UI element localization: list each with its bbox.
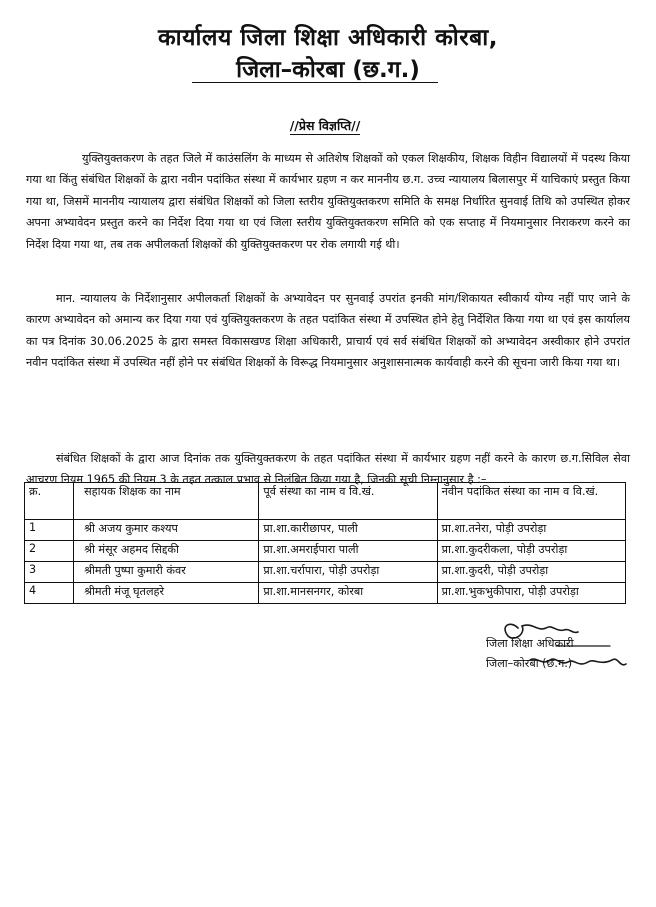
- table-row: [25, 583, 626, 604]
- cell-previous-school: प्रा.शा.कारीछापर, पाली: [259, 520, 437, 541]
- cell-previous-school: प्रा.शा.मानसनगर, कोरबा: [259, 583, 437, 604]
- header-teacher-name: सहायक शिक्षक का नाम: [74, 483, 259, 520]
- table-row: [25, 520, 626, 541]
- cell-serial: 1: [25, 520, 74, 541]
- table-header-row: [25, 483, 626, 520]
- paragraph-background: युक्तियुक्तकरण के तहत जिले में काउंसलिंग के माध्यम से अतिशेष शिक्षकों को एकल शिक्षकीय, शिक्षक विहीन विद्यालयों में पदस्थ किया गया था किंतु संबंधित शिक्षकों के द्वारा नवीन पदांकित संस्था में कार्यभार ग्रहण न कर माननीय छ.ग. उच्च न्यायालय बिलासपुर में याचिकाएं प्रस्तुत किया गया था, जिसमें माननीय न्यायालय द्वारा संबंधित शिक्षकों को जिला स्तरीय युक्तियुक्तकरण समिति के समक्ष निर्धारित सुनवाई तिथि को उपस्थित होकर अपना अभ्यावेदन प्रस्तुत करने का निर्देश दिया गया था एवं जिला स्तरीय युक्तियुक्तकरण समिति को एक सप्ताह में नियमानुसार निराकरण करने का निर्देश दिया गया था, तब तक अपीलकर्ता शिक्षकों की युक्तियुक्तकरण पर रोक लगायी गई थी।: [26, 152, 630, 251]
- cell-teacher-name: श्रीमती मंजू घृतलहरे: [74, 583, 259, 604]
- cell-serial: 3: [25, 562, 74, 583]
- header-serial: क्र.: [25, 483, 74, 520]
- signatory-place: जिला–कोरबा (छ.ग.): [486, 657, 573, 670]
- header-new-school: नवीन पदांकित संस्था का नाम व वि.खं.: [437, 483, 625, 520]
- press-release-heading: [0, 117, 650, 134]
- signature-block: [460, 616, 640, 686]
- cell-new-school: प्रा.शा.कुदरीकला, पोड़ी उपरोड़ा: [437, 541, 625, 562]
- header-previous-school: पूर्व संस्था का नाम व वि.खं.: [259, 483, 437, 520]
- signatory-designation: जिला शिक्षा अधिकारी: [486, 637, 574, 650]
- cell-new-school: प्रा.शा.भुकभुकीपारा, पोड़ी उपरोड़ा: [437, 583, 625, 604]
- handwritten-signature: [460, 616, 640, 686]
- cell-serial: 2: [25, 541, 74, 562]
- suspended-teachers-table: [24, 482, 626, 604]
- table-row: [25, 562, 626, 583]
- district-line: जिला–कोरबा (छ.ग.): [236, 57, 420, 83]
- paragraph-court-direction: मान. न्यायालय के निर्देशानुसार अपीलकर्ता शिक्षकों के अभ्यावेदन पर सुनवाई उपरांत इनकी मांग/शिकायत स्वीकार्य योग्य नहीं पाए जाने के कारण अभ्यावेदन को अमान्य कर दिया गया एवं युक्तियुक्तकरण के तहत पदांकित संस्था में उपस्थित होने हेतु निर्देशित किया गया था एवं इस कार्यालय का पत्र दिनांक 30.06.2025 के द्वारा समस्त विकासखण्ड शिक्षा अधिकारी, प्राचार्य एवं सर्व संबंधित शिक्षकों को अभ्यावेदन अस्वीकार होने उपरांत नवीन पदांकित संस्था में उपस्थित नहीं होने पर संबंधित शिक्षकों के विरूद्ध नियमानुसार अनुशासनात्मक कार्यवाही करने की सूचना जारी किया गया था।: [26, 292, 630, 370]
- cell-serial: 4: [25, 583, 74, 604]
- header-underline: [192, 82, 438, 83]
- paragraph-suspension: संबंधित शिक्षकों के द्वारा आज दिनांक तक युक्तियुक्तकरण के तहत पदांकित संस्था में कार्यभार ग्रहण नहीं करने के कारण छ.ग.सिविल सेवा आचरण नियम 1965 की नियम 3 के तहत तत्काल प्रभाव से निलंबित किया गया है, जिनकी सूची निम्नानुसार है :–: [26, 452, 630, 487]
- cell-new-school: प्रा.शा.कुदरी, पोड़ी उपरोड़ा: [437, 562, 625, 583]
- office-title: कार्यालय जिला शिक्षा अधिकारी कोरबा,: [157, 25, 498, 51]
- press-release-heading-text: //प्रेस विज्ञप्ति//: [289, 118, 361, 133]
- cell-teacher-name: श्रीमती पुष्पा कुमारी कंवर: [74, 562, 259, 583]
- cell-teacher-name: श्री मंसूर अहमद सिद्दकी: [74, 541, 259, 562]
- cell-teacher-name: श्री अजय कुमार कश्यप: [74, 520, 259, 541]
- cell-previous-school: प्रा.शा.अमराईपारा पाली: [259, 541, 437, 562]
- cell-new-school: प्रा.शा.तनेरा, पोड़ी उपरोड़ा: [437, 520, 625, 541]
- table-row: [25, 541, 626, 562]
- cell-previous-school: प्रा.शा.चर्रापारा, पोड़ी उपरोड़ा: [259, 562, 437, 583]
